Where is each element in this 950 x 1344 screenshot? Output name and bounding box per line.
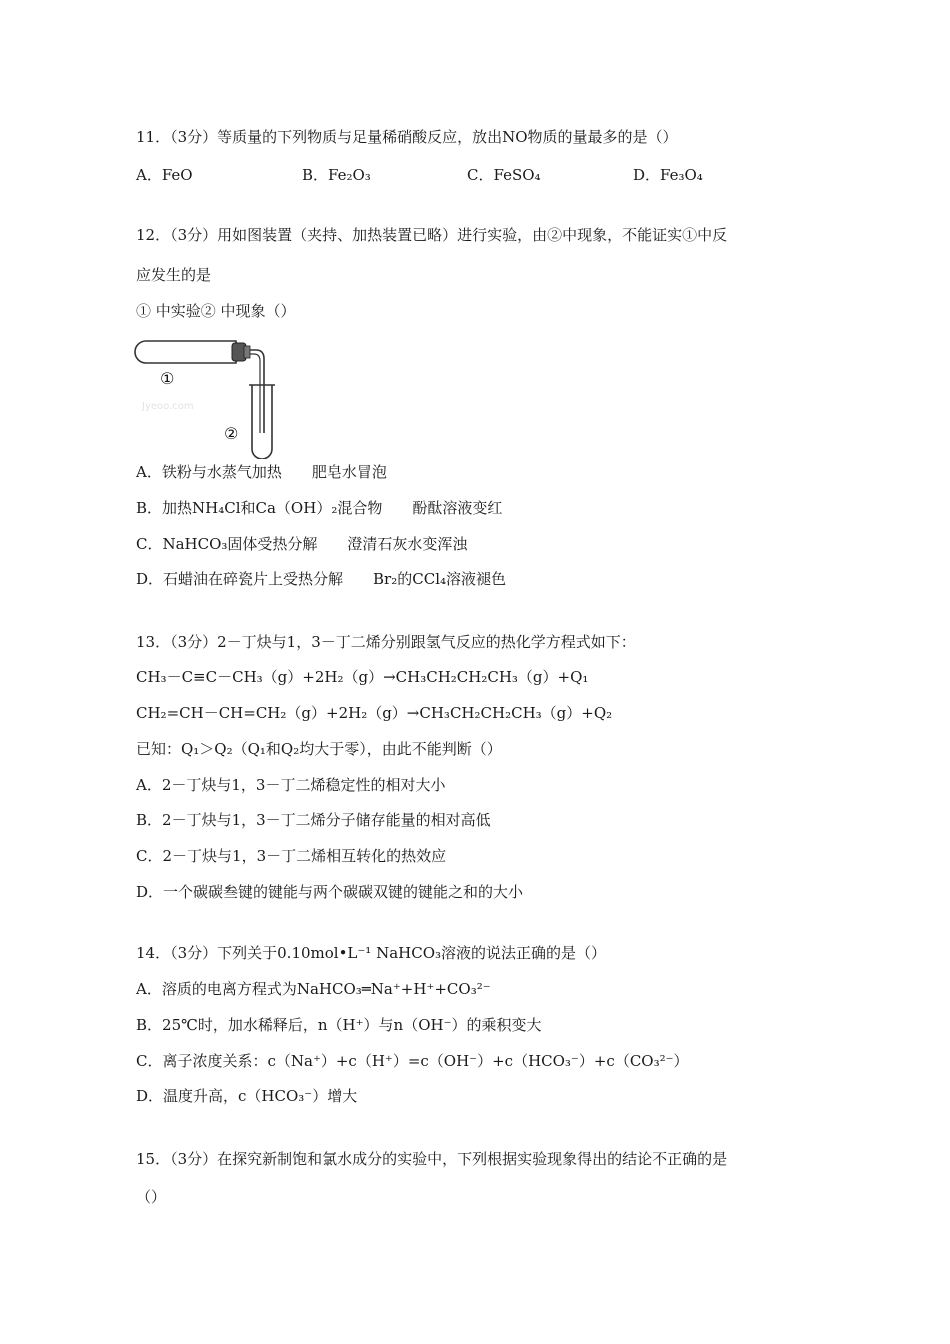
apparatus-figure xyxy=(132,333,282,463)
q13-equation-1: CH₃－C≡C－CH₃（g）+2H₂（g）→CH₃CH₂CH₂CH₃（g）+Q₁ xyxy=(136,668,589,686)
q11-stem: 11．（3分）等质量的下列物质与足量稀硝酸反应，放出NO物质的量最多的是（） xyxy=(136,128,678,146)
q12-option-c: C．NaHCO₃固体受热分解 澄清石灰水变浑浊 xyxy=(136,535,468,553)
q13-stem: 13．（3分）2－丁炔与1，3－丁二烯分别跟氢气反应的热化学方程式如下： xyxy=(136,633,636,651)
q14-option-a: A．溶质的电离方程式为NaHCO₃═Na⁺+H⁺+CO₃²⁻ xyxy=(136,980,491,998)
q12-stem-line2: 应发生的是 xyxy=(136,266,212,284)
q11-option-c: C．FeSO₄ xyxy=(467,166,541,184)
q12-stem-line3: ① 中实验② 中现象（） xyxy=(136,302,296,320)
q13-option-a: A．2－丁炔与1，3－丁二烯稳定性的相对大小 xyxy=(136,776,446,794)
q13-known: 已知：Q₁＞Q₂（Q₁和Q₂均大于零），由此不能判断（） xyxy=(136,740,502,758)
q14-stem: 14．（3分）下列关于0.10mol•L⁻¹ NaHCO₃溶液的说法正确的是（） xyxy=(136,944,607,962)
q11-option-d: D．Fe₃O₄ xyxy=(633,166,703,184)
q13-option-b: B．2－丁炔与1，3－丁二烯分子储存能量的相对高低 xyxy=(136,811,491,829)
q11-option-b: B．Fe₂O₃ xyxy=(302,166,371,184)
q13-option-d: D．一个碳碳叁键的键能与两个碳碳双键的键能之和的大小 xyxy=(136,883,524,901)
q14-option-b: B．25℃时，加水稀释后，n（H⁺）与n（OH⁻）的乘积变大 xyxy=(136,1016,542,1034)
q12-option-a: A．铁粉与水蒸气加热 肥皂水冒泡 xyxy=(136,463,387,481)
q15-stem-line2: （） xyxy=(136,1188,167,1206)
q15-stem-line1: 15．（3分）在探究新制饱和氯水成分的实验中，下列根据实验现象得出的结论不正确的是 xyxy=(136,1150,728,1168)
watermark: Jyeoo.com xyxy=(142,401,194,412)
q12-option-b: B．加热NH₄Cl和Ca（OH）₂混合物 酚酞溶液变红 xyxy=(136,499,503,517)
figure-label-2: ② xyxy=(224,424,239,443)
q12-option-d: D．石蜡油在碎瓷片上受热分解 Br₂的CCl₄溶液褪色 xyxy=(136,570,506,588)
q14-option-c: C．离子浓度关系：c（Na⁺）+c（H⁺）=c（OH⁻）+c（HCO₃⁻）+c（CO₃²⁻） xyxy=(136,1052,689,1070)
q11-option-a: A．FeO xyxy=(136,166,193,184)
q13-equation-2: CH₂=CH－CH=CH₂（g）+2H₂（g）→CH₃CH₂CH₂CH₃（g）+Q₂ xyxy=(136,704,613,722)
q12-stem-line1: 12．（3分）用如图装置（夹持、加热装置已略）进行实验，由②中现象，不能证实①中反 xyxy=(136,226,728,244)
q13-option-c: C．2－丁炔与1，3－丁二烯相互转化的热效应 xyxy=(136,847,447,865)
q14-option-d: D．温度升高，c（HCO₃⁻）增大 xyxy=(136,1087,358,1105)
figure-label-1: ① xyxy=(160,369,175,388)
